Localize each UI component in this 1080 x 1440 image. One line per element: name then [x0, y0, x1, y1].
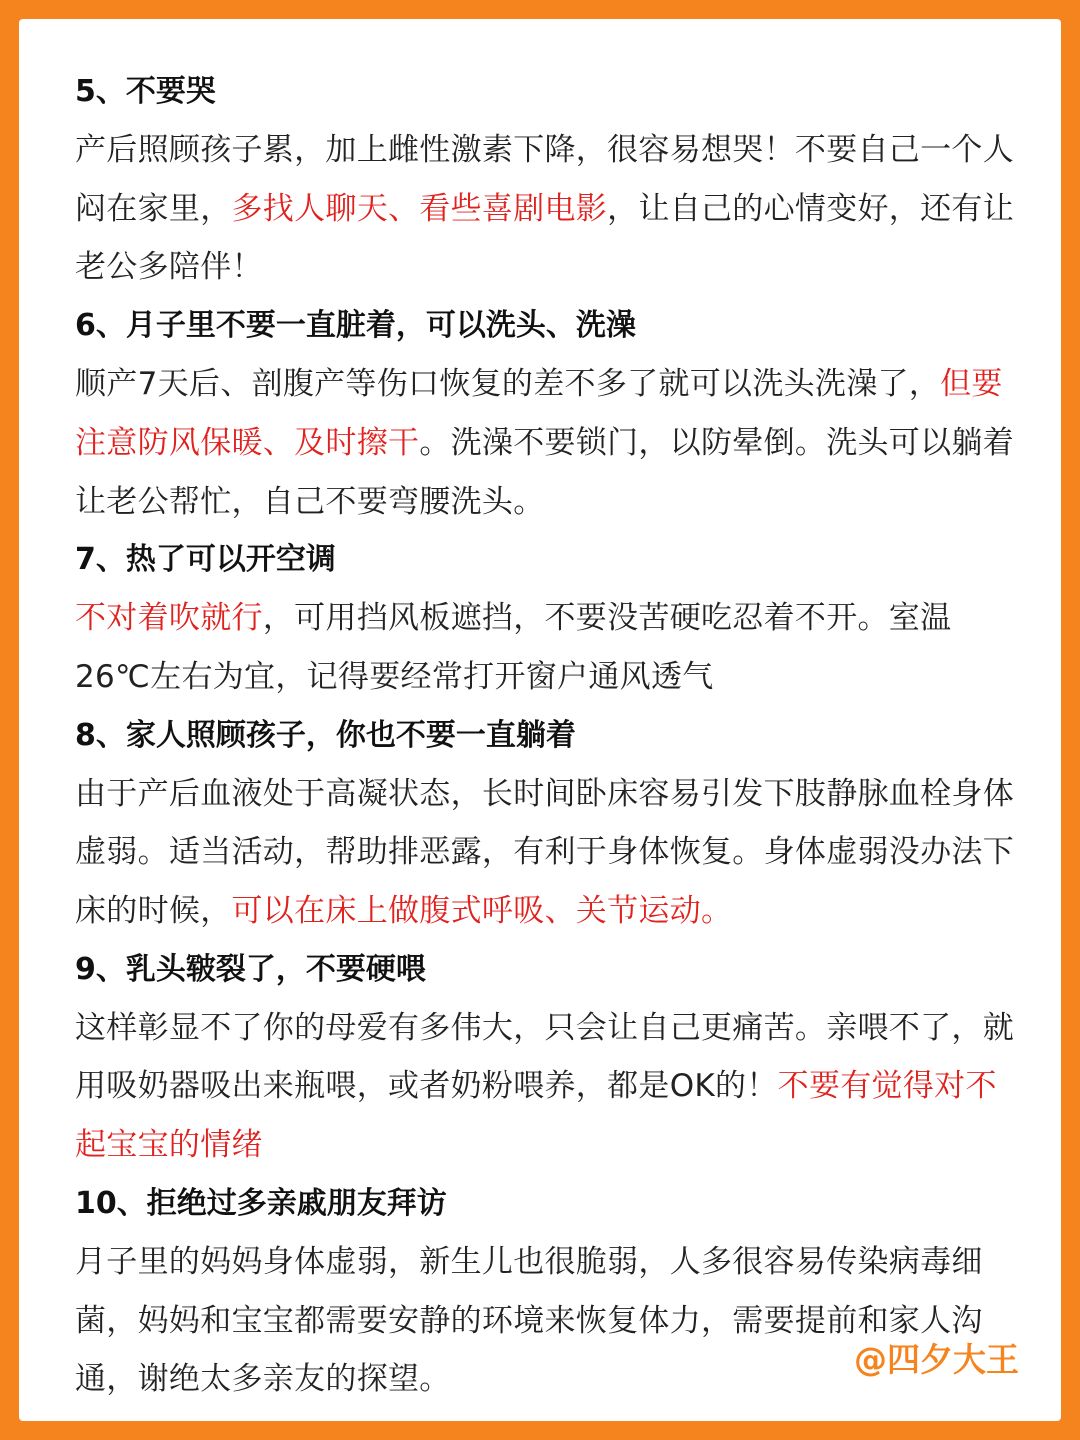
tip-body: [75, 121, 1015, 297]
tip-section: [75, 63, 1015, 297]
body-text: ，可用挡风板遮挡，不要没苦硬吃忍着不开。室温26℃左右为宜，记得要经常打开窗户通风透气: [75, 600, 952, 695]
tip-section: [75, 297, 1015, 531]
tip-heading: 7、热了可以开空调: [75, 542, 336, 578]
tip-body: [75, 355, 1015, 531]
tip-body: [75, 589, 1015, 706]
author-watermark: @四夕大王: [854, 1340, 1019, 1379]
tip-body: [75, 765, 1015, 941]
tip-heading: 10、拒绝过多亲戚朋友拜访: [75, 1185, 447, 1221]
tip-heading: 6、月子里不要一直脏着，可以洗头、洗澡: [75, 308, 636, 344]
body-text: ，让自己的心情变好，还有让老公多陪伴！: [75, 190, 1015, 286]
tip-heading: 8、家人照顾孩子，你也不要一直躺着: [75, 717, 576, 753]
highlighted-text: 不要有觉得对不起宝宝的情绪: [75, 1068, 997, 1164]
highlighted-text: 可以在床上做腹式呼吸、关节运动。: [231, 893, 733, 930]
body-text: 。洗澡不要锁门，以防晕倒。洗头可以躺着让老公帮忙，自己不要弯腰洗头。: [75, 424, 1015, 520]
body-text: 这样彰显不了你的母爱有多伟大，只会让自己更痛苦。亲喂不了，就用吸奶器吸出来瓶喂，或者奶粉喂养，都是OK的！: [75, 1009, 1014, 1105]
page-card: [19, 19, 1061, 1421]
body-text: 顺产7天后、剖腹产等伤口恢复的差不多了就可以洗头洗澡了，: [75, 366, 941, 403]
highlighted-text: 不对着吹就行: [75, 600, 263, 637]
tip-section: [75, 941, 1015, 1175]
tip-heading: 5、不要哭: [75, 74, 216, 109]
body-text: 月子里的妈妈身体虚弱，新生儿也很脆弱，人多很容易传染病毒细菌，妈妈和宝宝都需要安静的环境来恢复体力，需要提前和家人沟通，谢绝太多亲友的探望。: [75, 1243, 983, 1398]
tip-heading: 9、乳头皲裂了，不要硬喂: [75, 951, 426, 987]
highlighted-text: 多找人聊天、看些喜剧电影: [231, 190, 608, 227]
highlighted-text: 但要注意防风保暖、及时擦干: [75, 366, 1003, 461]
body-text: 由于产后血液处于高凝状态，长时间卧床容易引发下肢静脉血栓身体虚弱。适当活动，帮助排恶露，有利于身体恢复。身体虚弱没办法下床的时候，: [75, 775, 1014, 930]
tip-body: [75, 999, 1015, 1175]
body-text: 产后照顾孩子累，加上雌性激素下降，很容易想哭！不要自己一个人闷在家里，: [75, 132, 1014, 227]
tip-section: [75, 707, 1015, 941]
tip-body: [75, 1233, 1015, 1409]
article-content: [75, 63, 1015, 1409]
tip-section: [75, 531, 1015, 706]
